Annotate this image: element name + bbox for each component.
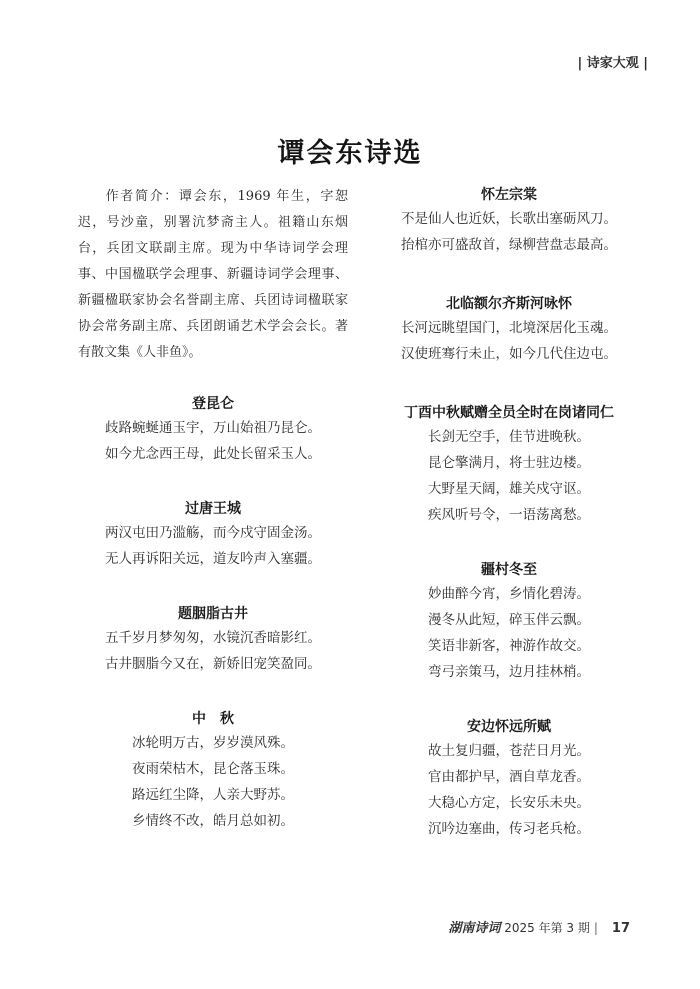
left-column (78, 184, 348, 834)
poem-line: 乡情终不改，皓月总如初。 (132, 813, 294, 829)
poem-line: 疾风听号令，一语荡离愁。 (428, 507, 590, 523)
poem-line: 大稳心方定，长安乐未央。 (428, 795, 590, 811)
poem (373, 716, 645, 842)
poem-line: 如今尤念西王母，此处长留采玉人。 (105, 446, 321, 462)
poem-line: 夜雨荣枯木，昆仑落玉珠。 (132, 761, 294, 777)
poem-line: 古井胭脂今又在，新娇旧宠笑盈同。 (105, 656, 321, 672)
poem-line: 大野星天阔，雄关戍守讴。 (428, 481, 590, 497)
poem-line: 弯弓亲策马，边月挂林梢。 (428, 664, 590, 680)
poem-title: 登昆仑 (192, 396, 234, 412)
poem-title: 安边怀远所赋 (467, 719, 551, 735)
poem-line: 漫冬从此短，碎玉伴云飘。 (428, 612, 590, 628)
page-title: 谭会东诗选 (277, 138, 423, 169)
poem-title: 北临额尔齐斯河咏怀 (446, 296, 572, 312)
poem (373, 184, 645, 258)
poem-line: 不是仙人也近妖，长歌出塞砺风刀。 (401, 211, 617, 227)
poem-line: 两汉屯田乃滥觞，而今戍守固金汤。 (105, 525, 321, 541)
poem-line: 无人再诉阳关远，道友吟声入塞疆。 (105, 551, 321, 567)
poem-line: 妙曲醉今宵，乡情化碧涛。 (428, 586, 590, 602)
poem (78, 498, 348, 572)
poem-line: 官由都护早，酒自草龙香。 (428, 769, 590, 785)
poem-line: 长河远眺望国门，北境深居化玉魂。 (401, 320, 617, 336)
poem-title: 题胭脂古井 (178, 606, 248, 622)
section-tag: | 诗家大观 | (577, 56, 648, 71)
poem (78, 603, 348, 677)
poem-title: 疆村冬至 (481, 562, 537, 578)
poem-line: 路远红尘降，人亲大野苏。 (132, 787, 294, 803)
poem (78, 393, 348, 467)
poem-line: 五千岁月梦匆匆，水镜沉香暗影红。 (105, 630, 321, 646)
poem (373, 559, 645, 685)
poem (373, 402, 645, 528)
poem-line: 昆仑擎满月，将士驻边楼。 (428, 455, 590, 471)
right-column (373, 184, 645, 842)
poem (373, 293, 645, 367)
poem-line: 抬棺亦可盛敌首，绿柳营盘志最高。 (401, 237, 617, 253)
poem-line: 故土复归疆，苍茫日月光。 (428, 743, 590, 759)
poem-title: 中 秋 (192, 711, 234, 727)
poem-line: 长剑无空手，佳节进晚秋。 (428, 429, 590, 445)
poem (78, 708, 348, 834)
poem-line: 沉吟边塞曲，传习老兵枪。 (428, 821, 590, 837)
poem-line: 汉使班骞行未止，如今几代住边屯。 (401, 346, 617, 362)
page-number: 17 (611, 921, 630, 936)
page-footer (448, 917, 630, 936)
poem-title: 怀左宗棠 (481, 187, 537, 203)
poem-title: 丁酉中秋赋赠全员全时在岗诸同仁 (404, 405, 614, 421)
magazine-logo: 湖南诗词 (448, 921, 501, 936)
poem-line: 笑语非新客，神游作故交。 (428, 638, 590, 654)
poem-line: 冰轮明万古，岁岁漠风殊。 (132, 735, 294, 751)
issue-label: 2025 年第 3 期 (504, 921, 590, 935)
author-bio-text: 作者简介：谭会东，1969 年生，字恕迟，号沙童，别署沆梦斋主人。祖籍山东烟台，兵团文联副主席。现为中华诗词学会理事、中国楹联学会理事、新疆诗词学会理事、新疆楹联家协会名誉副主席、兵团诗词楹联家协会常务副主席、兵团朗诵艺术学会会长。著有散文集《人非鱼》。 (78, 189, 348, 360)
poem-line: 歧路蜿蜒通玉宇，万山始祖乃昆仑。 (105, 420, 321, 436)
footer-divider: | (593, 921, 598, 935)
author-bio (78, 184, 348, 366)
poem-title: 过唐王城 (185, 501, 241, 517)
